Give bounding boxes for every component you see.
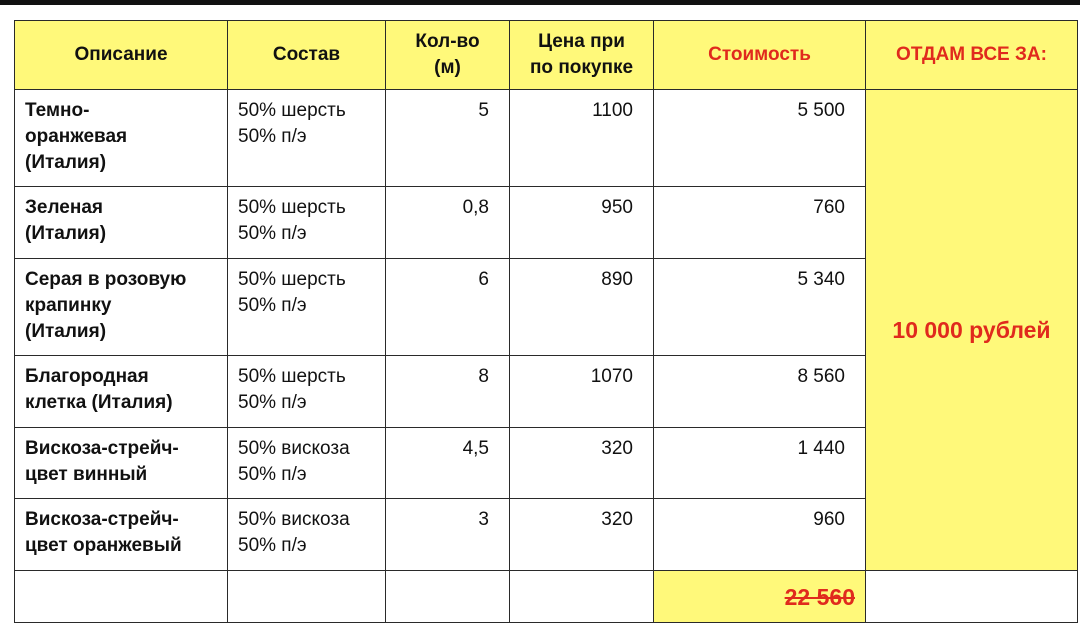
row-description: Зеленая (Италия) xyxy=(15,187,228,259)
row-price: 890 xyxy=(510,259,654,356)
empty-cell xyxy=(386,571,510,623)
table-row xyxy=(15,90,1078,187)
row-description: Темно- оранжевая (Италия) xyxy=(15,90,228,187)
row-quantity: 6 xyxy=(386,259,510,356)
offer-price-cell: 10 000 рублей xyxy=(866,90,1078,571)
empty-cell xyxy=(15,571,228,623)
row-cost: 5 340 xyxy=(654,259,866,356)
empty-cell xyxy=(510,571,654,623)
row-quantity: 4,5 xyxy=(386,428,510,499)
row-description: Вискоза-стрейч- цвет винный xyxy=(15,428,228,499)
row-quantity: 8 xyxy=(386,356,510,428)
row-price: 1100 xyxy=(510,90,654,187)
row-quantity: 3 xyxy=(386,499,510,571)
row-composition: 50% вискоза 50% п/э xyxy=(228,499,386,571)
row-cost: 8 560 xyxy=(654,356,866,428)
top-border-bar xyxy=(0,0,1080,5)
row-price: 1070 xyxy=(510,356,654,428)
header-composition: Состав xyxy=(228,21,386,90)
row-composition: 50% шерсть 50% п/э xyxy=(228,187,386,259)
row-quantity: 5 xyxy=(386,90,510,187)
row-cost: 760 xyxy=(654,187,866,259)
row-price: 320 xyxy=(510,428,654,499)
row-composition: 50% шерсть 50% п/э xyxy=(228,90,386,187)
row-description: Вискоза-стрейч- цвет оранжевый xyxy=(15,499,228,571)
row-composition: 50% вискоза 50% п/э xyxy=(228,428,386,499)
row-cost: 5 500 xyxy=(654,90,866,187)
row-cost: 960 xyxy=(654,499,866,571)
row-description: Благородная клетка (Италия) xyxy=(15,356,228,428)
row-quantity: 0,8 xyxy=(386,187,510,259)
totals-row xyxy=(15,571,1078,623)
row-price: 950 xyxy=(510,187,654,259)
row-price: 320 xyxy=(510,499,654,571)
header-price: Цена при по покупке xyxy=(510,21,654,90)
header-cost: Стоимость xyxy=(654,21,866,90)
fabric-price-table xyxy=(14,20,1078,623)
row-description: Серая в розовую крапинку (Италия) xyxy=(15,259,228,356)
row-composition: 50% шерсть 50% п/э xyxy=(228,356,386,428)
total-cost-strikethrough: 22 560 xyxy=(654,571,866,623)
header-offer: ОТДАМ ВСЕ ЗА: xyxy=(866,21,1078,90)
empty-cell xyxy=(228,571,386,623)
empty-cell xyxy=(866,571,1078,623)
row-composition: 50% шерсть 50% п/э xyxy=(228,259,386,356)
row-cost: 1 440 xyxy=(654,428,866,499)
header-quantity: Кол-во (м) xyxy=(386,21,510,90)
table-header-row xyxy=(15,21,1078,90)
header-description: Описание xyxy=(15,21,228,90)
